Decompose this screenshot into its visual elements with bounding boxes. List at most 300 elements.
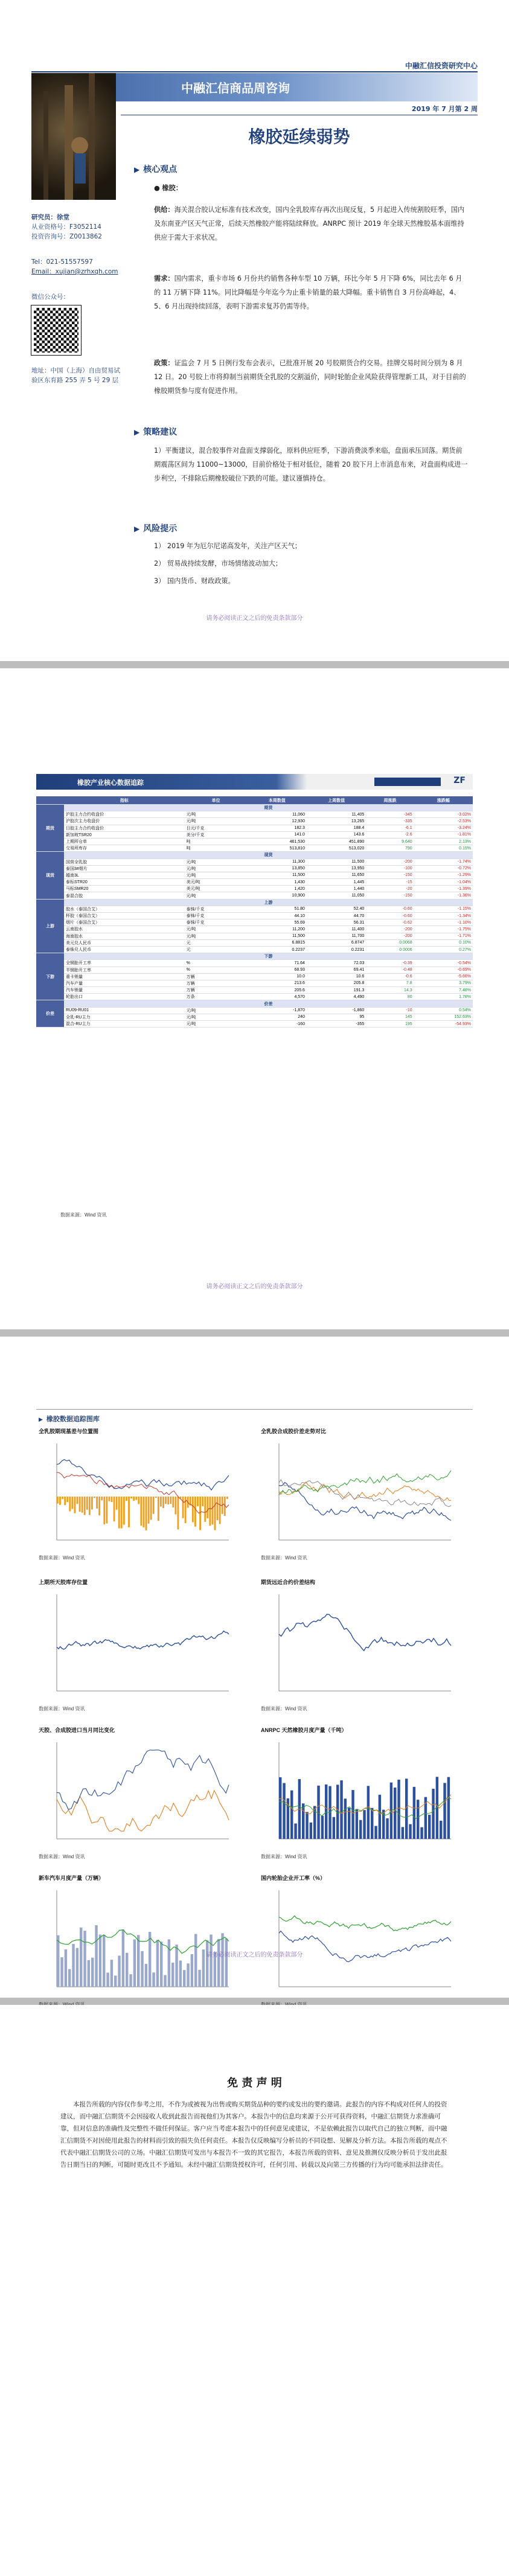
production-bar: [432, 1789, 434, 1839]
output-bar: [152, 1972, 155, 1987]
risk-heading: ▶ 风险提示: [134, 524, 178, 534]
table-cell: 0.15%: [414, 845, 473, 852]
basis-bar: [123, 1497, 125, 1525]
table-row: [36, 838, 473, 845]
table-cell: 元/吨: [185, 1007, 248, 1014]
table-cell: %: [185, 967, 248, 973]
chart-8: [261, 1874, 469, 2016]
basis-bar: [114, 1497, 115, 1521]
chart-source: 数据来源：Wind 资讯: [39, 1706, 85, 1711]
table-cell: -1.71%: [414, 933, 473, 939]
chart-title: 全乳胶期现基差与位置图: [39, 1428, 99, 1434]
table-cell: 4,490: [307, 994, 366, 1000]
chart-source: 数据来源：Wind 资讯: [261, 1854, 307, 1859]
table-cell: 143.6: [307, 831, 366, 838]
output-bar: [137, 1935, 139, 1987]
table-cell: 元/吨: [185, 865, 248, 872]
output-bar: [217, 1939, 220, 1987]
triangle-icon: ▶: [134, 428, 140, 436]
table-cell: -200: [366, 933, 414, 939]
table-cell: 7.8: [366, 980, 414, 986]
table-cell: -15: [366, 879, 414, 886]
output-bar: [118, 1955, 120, 1987]
table-cell: 泰铢/千克: [185, 913, 248, 919]
rubber-bullet: ● 橡胶：: [154, 184, 182, 192]
table-cell: RU09-RU01: [64, 1007, 185, 1014]
basis-bar: [138, 1497, 139, 1504]
table-cell: -100: [366, 865, 414, 872]
production-bar: [440, 1821, 442, 1839]
basis-bar: [204, 1497, 206, 1522]
production-bar: [397, 1780, 400, 1839]
table-cell: 11,400: [307, 926, 366, 933]
production-bar: [325, 1785, 327, 1839]
output-bar: [198, 1970, 200, 1987]
table-cell: -1.39%: [414, 886, 473, 892]
basis-bar: [206, 1497, 208, 1518]
wechat-qr-icon: [31, 305, 81, 355]
table-cell: 2.13%: [414, 838, 473, 845]
output-bar: [149, 1932, 151, 1987]
production-bar: [420, 1827, 423, 1839]
series-line: [279, 1480, 451, 1507]
chart-title: 国内轮胎企业开工率（%）: [261, 1875, 326, 1881]
table-cell: -1.81%: [414, 831, 473, 838]
basis-bar: [128, 1497, 130, 1527]
table-row: [36, 980, 473, 986]
researcher-name: 研究员：徐堂: [31, 214, 69, 221]
production-bar: [310, 1823, 312, 1839]
table-cell: 元: [185, 939, 248, 946]
company-logo-icon: ZF: [453, 776, 466, 785]
output-bar: [57, 1935, 59, 1987]
table-cell: 美分/千克: [185, 831, 248, 838]
table-row: [36, 987, 473, 994]
basis-bar: [106, 1497, 107, 1524]
basis-bar: [214, 1497, 216, 1530]
tree-image-icon: [31, 73, 116, 200]
production-bar: [394, 1788, 396, 1839]
production-bar: [428, 1815, 431, 1839]
table-row: [36, 831, 473, 838]
production-bar: [417, 1800, 419, 1839]
table-cell: 69.41: [307, 967, 366, 973]
table-cell: 混合-RU主力: [64, 1021, 185, 1028]
table-cell: 上期所仓单: [64, 838, 185, 845]
chart-svg: [39, 1736, 247, 1851]
output-bar: [194, 1934, 197, 1987]
basis-bar: [153, 1497, 155, 1514]
table-cell: -1.34%: [414, 913, 473, 919]
output-bar: [179, 1961, 182, 1987]
chart-7: [39, 1874, 247, 2016]
section-label: 现货: [36, 852, 64, 899]
chart-svg: [261, 1437, 469, 1552]
table-cell: 越南3L: [64, 872, 185, 878]
output-bar: [206, 1940, 208, 1987]
section-label: 期货: [36, 805, 64, 852]
chart-6: [261, 1726, 469, 1868]
footer-note: 请务必阅读正文之后的免责条款部分: [206, 1952, 303, 1958]
table-cell: -150: [366, 892, 414, 899]
basis-bar: [192, 1497, 194, 1522]
analyst-block: [31, 213, 122, 385]
output-bar: [156, 1940, 159, 1987]
table-cell: 日元/千克: [185, 825, 248, 831]
table-cell: -0.69%: [414, 967, 473, 973]
table-cell: 145: [366, 1014, 414, 1020]
strategy-heading: ▶ 策略建议: [134, 427, 178, 437]
basis-bar: [226, 1497, 228, 1499]
table-cell: -0.60: [366, 906, 414, 912]
table-row: [36, 994, 473, 1000]
table-row: [36, 933, 473, 939]
production-bar: [290, 1791, 293, 1839]
basis-bar: [199, 1497, 201, 1530]
basis-bar: [121, 1497, 123, 1529]
report-date: 2019 年 7 月第 2 周: [411, 105, 478, 113]
output-bar: [114, 1975, 117, 1987]
table-cell: 240: [248, 1014, 307, 1020]
table-cell: 半钢胎开工率: [64, 967, 185, 973]
table-cell: 11,500: [248, 933, 307, 939]
basis-bar: [174, 1497, 176, 1514]
table-cell: -1,860: [307, 1007, 366, 1014]
chart-source: 数据来源：Wind 资讯: [39, 1854, 85, 1859]
chart-source: 数据来源：Wind 资讯: [261, 1555, 307, 1561]
section-label: 价差: [36, 1000, 64, 1028]
production-bar: [363, 1810, 365, 1839]
triangle-icon: ▶: [134, 525, 140, 533]
table-cell: 海南胶水: [64, 933, 185, 939]
output-bar: [191, 1954, 193, 1987]
table-cell: 11,500: [307, 858, 366, 865]
table-cell: 195: [366, 1021, 414, 1028]
basis-bar: [194, 1497, 196, 1527]
table-cell: 461,530: [248, 838, 307, 845]
table-cell: -6.1: [366, 825, 414, 831]
table-cell: 元/吨: [185, 1014, 248, 1020]
output-bar: [171, 1963, 174, 1987]
table-row: [36, 913, 473, 919]
page-2: [0, 668, 509, 1329]
section-subheader: 上游: [64, 899, 473, 906]
table-cell: 元/吨: [185, 872, 248, 878]
table-cell: 汽车销量: [64, 987, 185, 994]
basis-bar: [64, 1497, 66, 1505]
table-row: [36, 960, 473, 967]
output-bar: [187, 1963, 189, 1987]
basis-bar: [172, 1497, 174, 1507]
basis-bar: [91, 1497, 93, 1509]
operating-rate-line: [279, 1916, 451, 1931]
table-source: 数据来源：Wind 资讯: [60, 1212, 107, 1218]
table-cell: 11,500: [248, 872, 307, 878]
table-cell: 6.8747: [307, 939, 366, 946]
output-bar: [60, 1957, 63, 1987]
output-bar: [83, 1931, 86, 1987]
table-cell: 万条: [185, 994, 248, 1000]
production-bar: [344, 1798, 347, 1839]
analyst-email[interactable]: Email：xujian@zrhxqh.com: [31, 268, 118, 275]
chart-title: 天胶、合成胶进口当月同比变化: [39, 1727, 115, 1733]
column-header: 指标: [64, 796, 185, 805]
production-bar: [374, 1826, 377, 1839]
basis-bar: [77, 1497, 78, 1504]
table-cell: 11,700: [307, 933, 366, 939]
table-header-row: [36, 796, 473, 805]
production-bar: [359, 1820, 362, 1839]
basis-bar: [146, 1497, 147, 1530]
table-cell: 11,300: [248, 858, 307, 865]
risk-item: 2） 贸易战持续发酵，市场情绪波动加大；: [154, 560, 283, 567]
table-cell: 新加坡TSR20: [64, 831, 185, 838]
table-row: [36, 919, 473, 926]
basis-bar: [209, 1497, 211, 1526]
production-bar: [340, 1780, 342, 1839]
table-cell: 0.10%: [414, 939, 473, 946]
table-row: [36, 939, 473, 946]
table-cell: 13,850: [248, 865, 307, 872]
table-cell: 沪胶主力合约收盘价: [64, 811, 185, 818]
policy-paragraph: 政策：证监会 7 月 5 日例行发布会表示，已批准开展 20 号胶期货合约交易。挂牌交易时间分别为 8 月 12 日。20 号胶上市将抑制当前期货全乳胶的交割溢价，同时轮胎企业风险获得管理新工具，对于目前的橡胶期货参与度有促进作用。: [154, 359, 466, 395]
column-header: 周涨跌: [366, 796, 414, 805]
page-3: [0, 1337, 509, 1998]
chart-2: [261, 1427, 469, 1569]
chart-title: 期货远近合约价差结构: [261, 1579, 316, 1585]
table-cell: -1.29%: [414, 872, 473, 878]
table-cell: -54.93%: [414, 1021, 473, 1028]
table-cell: -0.72%: [414, 865, 473, 872]
table-cell: -200: [366, 858, 414, 865]
table-cell: 马标SMR20: [64, 886, 185, 892]
table-cell: -0.54%: [414, 960, 473, 967]
risk-item: 3） 国内货币、财政政策。: [154, 577, 235, 585]
table-cell: 0.27%: [414, 946, 473, 953]
spread-line: [279, 1614, 451, 1651]
chart-svg: [39, 1437, 247, 1552]
wechat-label: 微信公众号：: [31, 293, 69, 301]
table-cell: 12,930: [248, 818, 307, 825]
output-bar: [225, 1938, 228, 1987]
production-bar: [279, 1777, 281, 1839]
basis-bar: [140, 1497, 142, 1526]
table-cell: 泰标STR20: [64, 879, 185, 886]
table-row: [36, 886, 473, 892]
data-table: [36, 796, 473, 1028]
table-cell: 1,445: [307, 879, 366, 886]
table-cell: 11,650: [307, 872, 366, 878]
table-cell: 790: [366, 845, 414, 852]
table-cell: 188.4: [307, 825, 366, 831]
table-cell: 10,900: [248, 892, 307, 899]
table-cell: 0.2231: [307, 946, 366, 953]
table-cell: 152.63%: [414, 1014, 473, 1020]
table-cell: -5.66%: [414, 973, 473, 980]
chart-title: 全乳胶合成胶价差走势对比: [261, 1428, 327, 1434]
output-bar: [210, 1935, 212, 1987]
basis-bar: [103, 1497, 105, 1524]
table-cell: 1.78%: [414, 994, 473, 1000]
basis-bar: [84, 1497, 86, 1515]
basis-bar: [150, 1497, 152, 1520]
table-cell: 交易所库存: [64, 845, 185, 852]
production-bar: [306, 1812, 308, 1839]
table-row: [36, 818, 473, 825]
table-row: [36, 825, 473, 831]
chart-svg: [39, 1884, 247, 1999]
basis-bar: [82, 1497, 83, 1513]
org-name: 中融汇信投资研究中心: [405, 62, 478, 70]
table-cell: 全钢胎开工率: [64, 960, 185, 967]
risk-item: 1） 2019 年为厄尔尼诺高发年，关注产区天气；: [154, 542, 302, 550]
table-cell: 1,440: [307, 886, 366, 892]
inventory-line: [57, 1631, 229, 1649]
table-row: [36, 858, 473, 865]
chart-svg: [39, 1588, 247, 1703]
table-cell: 7.48%: [414, 987, 473, 994]
table-cell: 万辆: [185, 973, 248, 980]
chart-source: 数据来源：Wind 资讯: [39, 1555, 85, 1561]
production-bar: [351, 1790, 354, 1839]
section-subheader: 下游: [64, 953, 473, 960]
basis-bar: [116, 1497, 118, 1510]
section-subheader-row: [36, 1000, 473, 1007]
table-cell: -0.39: [366, 960, 414, 967]
table-cell: 美元兑人民币: [64, 939, 185, 946]
table-cell: -1.15%: [414, 906, 473, 912]
table-row: [36, 926, 473, 933]
section-subheader-row: [36, 805, 473, 811]
table-cell: -0.48: [366, 967, 414, 973]
table-row: [36, 967, 473, 973]
production-bar: [409, 1824, 411, 1839]
core-view-heading: ▶ 核心观点: [134, 165, 178, 174]
table-cell: 6.8815: [248, 939, 307, 946]
basis-bar: [212, 1497, 214, 1524]
table-row: [36, 892, 473, 899]
table-cell: -1.74%: [414, 858, 473, 865]
table-cell: 44.10: [248, 913, 307, 919]
table-cell: 71.64: [248, 960, 307, 967]
table-cell: -355: [307, 1021, 366, 1028]
table-cell: 元/吨: [185, 926, 248, 933]
basis-bar: [217, 1497, 219, 1520]
production-bar: [283, 1783, 285, 1839]
output-bar: [133, 1939, 136, 1987]
basis-bar: [96, 1497, 98, 1509]
chart-5: [39, 1726, 247, 1868]
table-row: [36, 879, 473, 886]
analyst-tel: Tel：021-51557597: [31, 258, 93, 266]
basis-bar: [143, 1497, 145, 1527]
table-cell: -0.6: [366, 973, 414, 980]
table-row: [36, 865, 473, 872]
footer-note: 请务必阅读正文之后的免责条款部分: [206, 615, 303, 622]
cert-number-1: 从业资格号：F3052114: [31, 223, 101, 231]
table-row: [36, 845, 473, 852]
page-1: [0, 0, 509, 661]
production-bar: [413, 1787, 415, 1839]
table-cell: 0.0006: [366, 946, 414, 953]
page-4: [0, 2005, 509, 2576]
output-bar: [164, 1975, 166, 1987]
table-cell: -200: [366, 926, 414, 933]
table-cell: 56.31: [307, 919, 366, 926]
chart-source: 数据来源：Wind 资讯: [261, 1706, 307, 1711]
basis-bar: [162, 1497, 164, 1508]
table-cell: 元/吨: [185, 818, 248, 825]
table-cell: -345: [366, 811, 414, 818]
section-subheader-row: [36, 852, 473, 858]
output-bar: [160, 1942, 162, 1987]
table-cell: 元/吨: [185, 933, 248, 939]
table-cell: 泰混合胶: [64, 892, 185, 899]
basis-bar: [165, 1497, 167, 1504]
table-cell: 95: [307, 1014, 366, 1020]
table-cell: 55.69: [248, 919, 307, 926]
basis-bar: [133, 1497, 135, 1501]
basis-bar: [167, 1497, 169, 1504]
basis-bar: [57, 1497, 59, 1504]
basis-bar: [89, 1497, 91, 1515]
table-cell: 元/吨: [185, 811, 248, 818]
table-cell: 0.0068: [366, 939, 414, 946]
table-cell: -1.10%: [414, 919, 473, 926]
column-header: 涨跌幅: [414, 796, 473, 805]
basis-bar: [101, 1497, 103, 1500]
footer-note: 请务必阅读正文之后的免责条款部分: [206, 1283, 303, 1290]
basis-bar: [160, 1497, 162, 1507]
table-cell: 513,020: [307, 845, 366, 852]
section-label: 下游: [36, 953, 64, 1000]
basis-bar: [86, 1497, 88, 1510]
basis-bar: [79, 1497, 81, 1512]
production-bar: [447, 1777, 450, 1839]
chart-title: 新车汽车月度产量（万辆）: [39, 1875, 104, 1881]
table-cell: 万辆: [185, 980, 248, 986]
basis-bar: [118, 1497, 120, 1529]
table-banner: [36, 774, 473, 790]
report-title: 橡胶延续弱势: [248, 127, 350, 147]
table-cell: 元/吨: [185, 858, 248, 865]
table-cell: 44.70: [307, 913, 366, 919]
analyst-address: 地址：中国（上海）自由贸易试验区东育路 255 弄 5 号 29 层: [31, 367, 120, 384]
table-row: [36, 1007, 473, 1014]
production-bar: [333, 1817, 335, 1839]
table-cell: 13,950: [307, 865, 366, 872]
triangle-icon: ▶: [134, 165, 140, 174]
page3-rule: [36, 1409, 473, 1410]
table-cell: 191.3: [307, 987, 366, 994]
production-bar: [348, 1807, 350, 1839]
output-bar: [68, 1969, 71, 1987]
table-cell: 泰铢/千克: [185, 919, 248, 926]
table-cell: -150: [366, 872, 414, 878]
table-cell: 13,265: [307, 818, 366, 825]
table-cell: 11,050: [307, 892, 366, 899]
chart-svg: [261, 1736, 469, 1851]
brand-title: 中融汇信商品周咨询: [181, 81, 290, 95]
table-cell: 沪胶次主力收盘价: [64, 818, 185, 825]
table-cell: 泰铢兑人民币: [64, 946, 185, 953]
table-cell: %: [185, 960, 248, 967]
production-bar: [321, 1816, 324, 1839]
cert-number-2: 投资咨询号：Z0013862: [31, 233, 102, 240]
table-cell: 9,640: [366, 838, 414, 845]
disclaimer-title: 免 责 声 明: [227, 2077, 282, 2089]
table-cell: -10: [366, 1007, 414, 1014]
